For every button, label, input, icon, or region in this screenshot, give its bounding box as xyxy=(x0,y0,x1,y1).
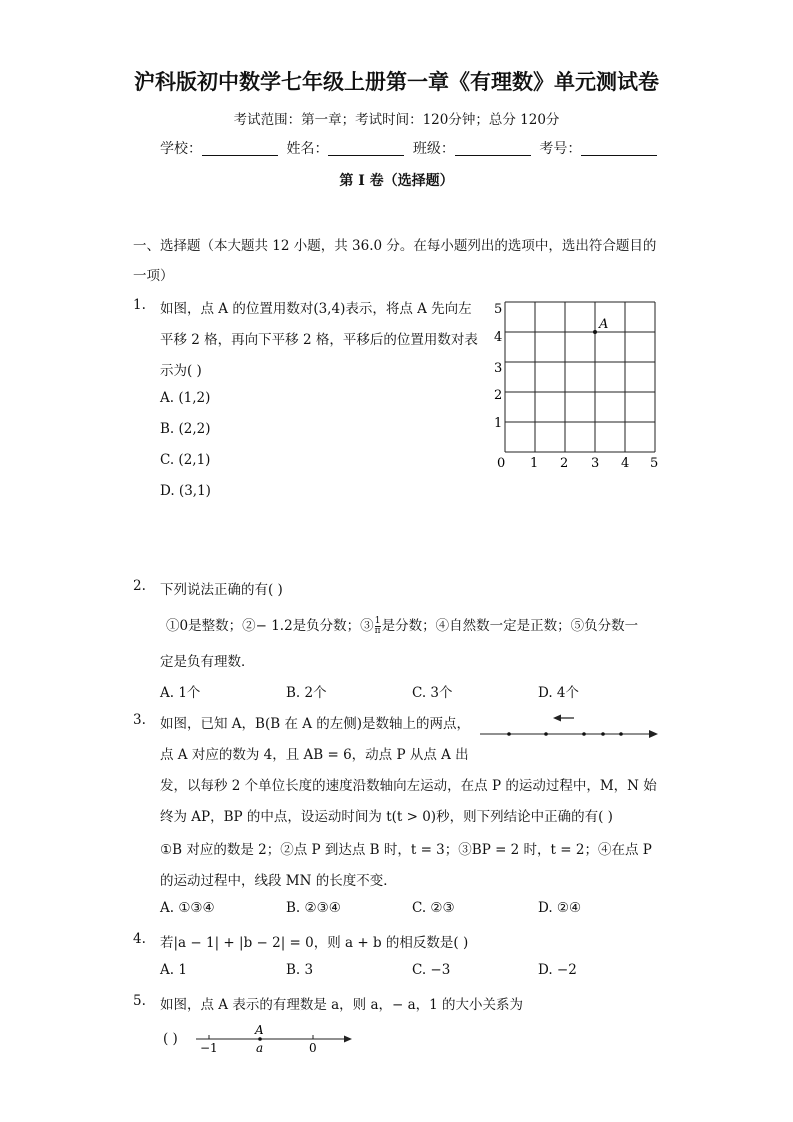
q2-stem: 下列说法正确的有( ) xyxy=(160,582,283,598)
q1-stem-2: 平移 2 格，再向下平移 2 格，平移后的位置用数对表 xyxy=(160,332,478,348)
q2-option-c[interactable]: C. 3个 xyxy=(412,685,453,701)
q2-option-a[interactable]: A. 1个 xyxy=(160,685,201,701)
axis-arrow-icon xyxy=(344,1036,352,1043)
q2-statement-2: 定是负有理数． xyxy=(160,654,255,670)
q5-tick-0: 0 xyxy=(309,1041,317,1055)
q3-stem-3: 发，以每秒 2 个单位长度的速度沿数轴向左运动，在点 P 的运动过程中，M，N 始 xyxy=(160,778,657,794)
q5-answer-paren: ( ) xyxy=(163,1031,178,1047)
q5-number: 5. xyxy=(133,993,146,1009)
y-tick-1: 1 xyxy=(494,416,503,431)
q4-option-a[interactable]: A. 1 xyxy=(160,962,187,978)
y-tick-2: 2 xyxy=(494,388,503,403)
name-label: 姓名： xyxy=(286,141,329,157)
q5-tick-neg1: −1 xyxy=(200,1041,218,1055)
q1-option-a[interactable]: A. (1,2) xyxy=(160,390,211,406)
q1-option-b[interactable]: B. (2,2) xyxy=(160,421,211,437)
y-tick-3: 3 xyxy=(494,361,503,376)
exam-info: 考试范围：第一章；考试时间：120分钟；总分 120分 xyxy=(233,112,560,128)
page-title: 沪科版初中数学七年级上册第一章《有理数》单元测试卷 xyxy=(134,70,659,94)
q4-option-c[interactable]: C. −3 xyxy=(412,962,451,978)
q2-fraction-den: π xyxy=(374,626,381,636)
q4-number: 4. xyxy=(133,931,146,947)
axis-arrow-icon xyxy=(649,730,658,738)
q3-number-line xyxy=(480,715,658,739)
left-arrow-icon xyxy=(553,715,561,722)
x-tick-1: 1 xyxy=(530,456,539,471)
q1-number: 1. xyxy=(133,297,146,313)
q2-number: 2. xyxy=(133,578,146,594)
q1-stem-1: 如图，点 A 的位置用数对(3,4)表示，将点 A 先向左 xyxy=(160,301,472,317)
q3-option-c[interactable]: C. ②③ xyxy=(412,900,455,916)
q3-stem-6: 的运动过程中，线段 MN 的长度不变． xyxy=(160,873,397,889)
q1-stem-3: 示为( ) xyxy=(160,363,202,379)
q4-option-b[interactable]: B. 3 xyxy=(286,962,314,978)
y-tick-4: 4 xyxy=(494,330,503,345)
q2-statement-1b: 是分数；④自然数一定是正数；⑤负分数一 xyxy=(381,618,639,634)
volume-heading: 第 I 卷（选择题） xyxy=(339,173,454,189)
q3-number: 3. xyxy=(133,712,146,728)
x-tick-3: 3 xyxy=(591,456,600,471)
id-label: 考号： xyxy=(539,141,582,157)
q5-point-a-label: A xyxy=(255,1023,264,1037)
q3-option-d[interactable]: D. ②④ xyxy=(538,900,582,916)
section-heading: 一、选择题（本大题共 12 小题，共 36.0 分。在每小题列出的选项中，选出符合题目的 xyxy=(133,238,657,254)
q5-stem: 如图，点 A 表示的有理数是 a，则 a，− a，1 的大小关系为 xyxy=(160,997,524,1013)
class-label: 班级： xyxy=(412,141,455,157)
q3-stem-1: 如图，已知 A，B(B 在 A 的左侧)是数轴上的两点， xyxy=(160,716,471,732)
q2-option-d[interactable]: D. 4个 xyxy=(538,685,580,701)
q2-fraction-num: 1 xyxy=(374,616,381,626)
q5-tick-a: a xyxy=(256,1041,264,1055)
q3-stem-5: ①B 对应的数是 2；②点 P 到达点 B 时，t = 3；③BP = 2 时，t = 2；④在点 P xyxy=(160,842,652,858)
x-tick-5: 5 xyxy=(650,456,659,471)
q1-option-d[interactable]: D. (3,1) xyxy=(160,483,211,499)
q1-option-c[interactable]: C. (2,1) xyxy=(160,452,211,468)
point-a-dot xyxy=(593,330,597,334)
q5-number-line xyxy=(196,1023,352,1055)
x-tick-2: 2 xyxy=(560,456,569,471)
x-tick-4: 4 xyxy=(621,456,630,471)
q3-stem-2: 点 A 对应的数为 4，且 AB = 6，动点 P 从点 A 出 xyxy=(160,747,469,763)
q4-option-d[interactable]: D. −2 xyxy=(538,962,577,978)
q3-option-b[interactable]: B. ②③④ xyxy=(286,900,341,916)
q2-option-b[interactable]: B. 2个 xyxy=(286,685,327,701)
x-tick-0: 0 xyxy=(497,456,506,471)
section-heading-cont: 一项） xyxy=(133,268,174,284)
q3-stem-4: 终为 AP，BP 的中点，设运动时间为 t(t > 0)秒，则下列结论中正确的有( ) xyxy=(160,809,613,825)
q3-option-a[interactable]: A. ①③④ xyxy=(160,900,215,916)
q4-stem: 若|a − 1| + |b − 2| = 0，则 a + b 的相反数是( ) xyxy=(160,935,469,951)
q2-statement-1a: ①0是整数；②− 1.2是负分数；③ xyxy=(166,618,374,634)
q2-statement-1 xyxy=(166,614,638,636)
point-a-label: A xyxy=(599,317,609,332)
y-tick-5: 5 xyxy=(494,302,503,317)
school-label: 学校： xyxy=(160,141,202,157)
q2-fraction xyxy=(375,617,381,636)
